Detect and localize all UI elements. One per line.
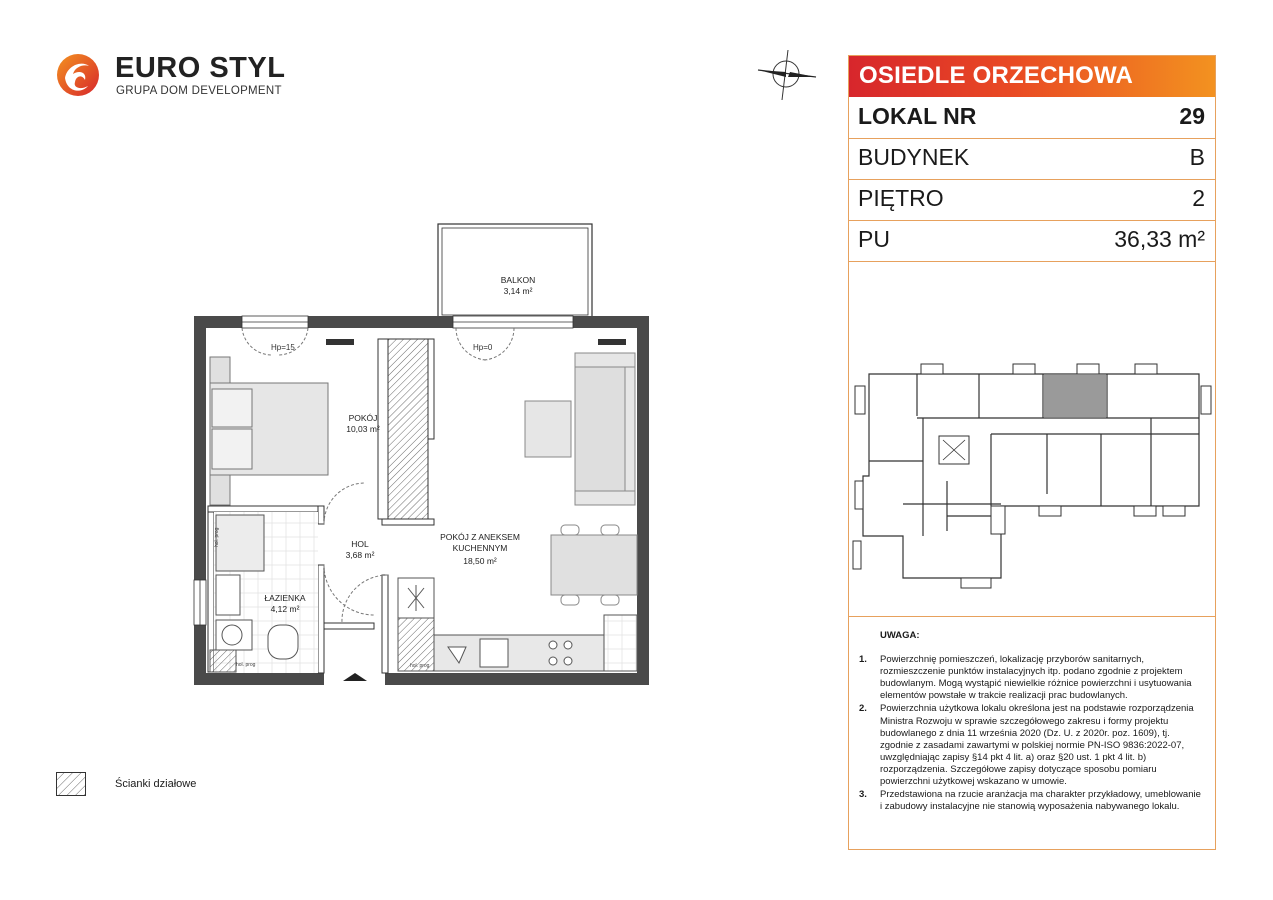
note-item: [859, 654, 1204, 702]
notes-title: UWAGA:: [880, 630, 920, 641]
note-item: [859, 789, 1204, 813]
dining-table: [551, 525, 637, 605]
estate-name: OSIEDLE ORZECHOWA: [859, 62, 1134, 89]
north-arrow-icon: [752, 46, 818, 106]
info-label: BUDYNEK: [858, 144, 970, 170]
wardrobe: [388, 339, 428, 519]
apartment-floor-plan: [188, 215, 658, 695]
info-row-area: [849, 220, 1215, 262]
info-value: B: [1189, 144, 1205, 170]
info-panel: [848, 55, 1216, 850]
note-item: [859, 703, 1204, 788]
note-number: 1.: [859, 654, 867, 666]
euro-styl-logo: [55, 50, 295, 100]
entrance-arrow-icon: [343, 673, 367, 681]
estate-header: [849, 56, 1215, 97]
room-name: POKÓJ: [348, 413, 378, 423]
selected-unit-highlight: [1044, 375, 1106, 417]
info-label: PU: [858, 226, 890, 252]
window-height-label: Hp=0: [473, 343, 493, 352]
info-label: LOKAL NR: [858, 103, 977, 129]
room-name: ŁAZIENKA: [264, 593, 306, 603]
threshold-label: hol. prog: [236, 662, 256, 668]
note-text: Powierzchnię pomieszczeń, lokalizację przyborów sanitarnych, rozmieszczenie punktów instalacyjnych itp. podano zgodnie z projektem budowlanym. Mogą wystąpić niewielkie różnice powierzchni i usytuowania elementów powstałe w trakcie realizacji prac budowlanych.: [880, 654, 1192, 702]
room-name: POKÓJ Z ANEKSEM: [440, 532, 520, 542]
info-row-unit: [849, 97, 1215, 139]
partition-walls-legend-swatch: [56, 772, 86, 796]
threshold-label: hol. prog: [214, 527, 220, 547]
room-area: 18,50 m²: [463, 556, 497, 566]
info-row-building: [849, 138, 1215, 180]
note-text: Przedstawiona na rzucie aranżacja ma charakter przykładowy, umeblowanie i zabudowy instalacyjne nie stanowią wyposażenia nabywanego lokalu.: [880, 789, 1201, 813]
sofa: [575, 353, 635, 505]
brand-subtitle: GRUPA DOM DEVELOPMENT: [116, 85, 282, 97]
info-value: 29: [1179, 103, 1205, 129]
window-height-label: Hp=15: [271, 343, 295, 352]
legend-label: Ścianki działowe: [115, 778, 197, 790]
info-value: 36,33 m²: [1114, 226, 1205, 252]
room-area: 3,14 m²: [503, 286, 533, 296]
room-area: 10,03 m²: [346, 424, 380, 434]
room-name: BALKON: [500, 275, 536, 285]
flame-logo-icon: [55, 52, 101, 98]
bed: [210, 357, 328, 505]
room-area: 4,12 m²: [270, 604, 300, 614]
building-key-plan: [851, 356, 1215, 621]
note-number: 2.: [859, 703, 867, 715]
room-area: 3,68 m²: [345, 550, 375, 560]
info-label: PIĘTRO: [858, 185, 944, 211]
info-value: 2: [1192, 185, 1205, 211]
note-number: 3.: [859, 789, 867, 801]
coffee-table: [525, 401, 571, 457]
info-row-floor: [849, 179, 1215, 221]
brand-name: EURO STYL: [115, 52, 286, 84]
balcony-outline: [438, 224, 592, 319]
room-name: KUCHENNYM: [452, 543, 508, 553]
note-text: Powierzchnia użytkowa lokalu określona jest na podstawie rozporządzenia Ministra Rozwoju w sprawie szczegółowego zakresu i formy projektu budowlanego z dnia 11 września 2020 (Dz. U. z 2020r. poz. 1609), tj. zgodnie z zasadami zawartymi w polskiej normie PN-ISO 9836:2022-07, uwzględniając zapisy §14 pkt 4 lit. a) oraz §20 ust. 1 pkt 4 lit. b) rozporządzenia. Szczegółowe zapisy dotyczące sposobu pomiaru powierzchni użytkowej wskazano w umowie.: [880, 703, 1194, 788]
notes-section: [859, 630, 1204, 814]
room-name: HOL: [351, 539, 369, 549]
threshold-label: hol. prog: [410, 663, 430, 669]
